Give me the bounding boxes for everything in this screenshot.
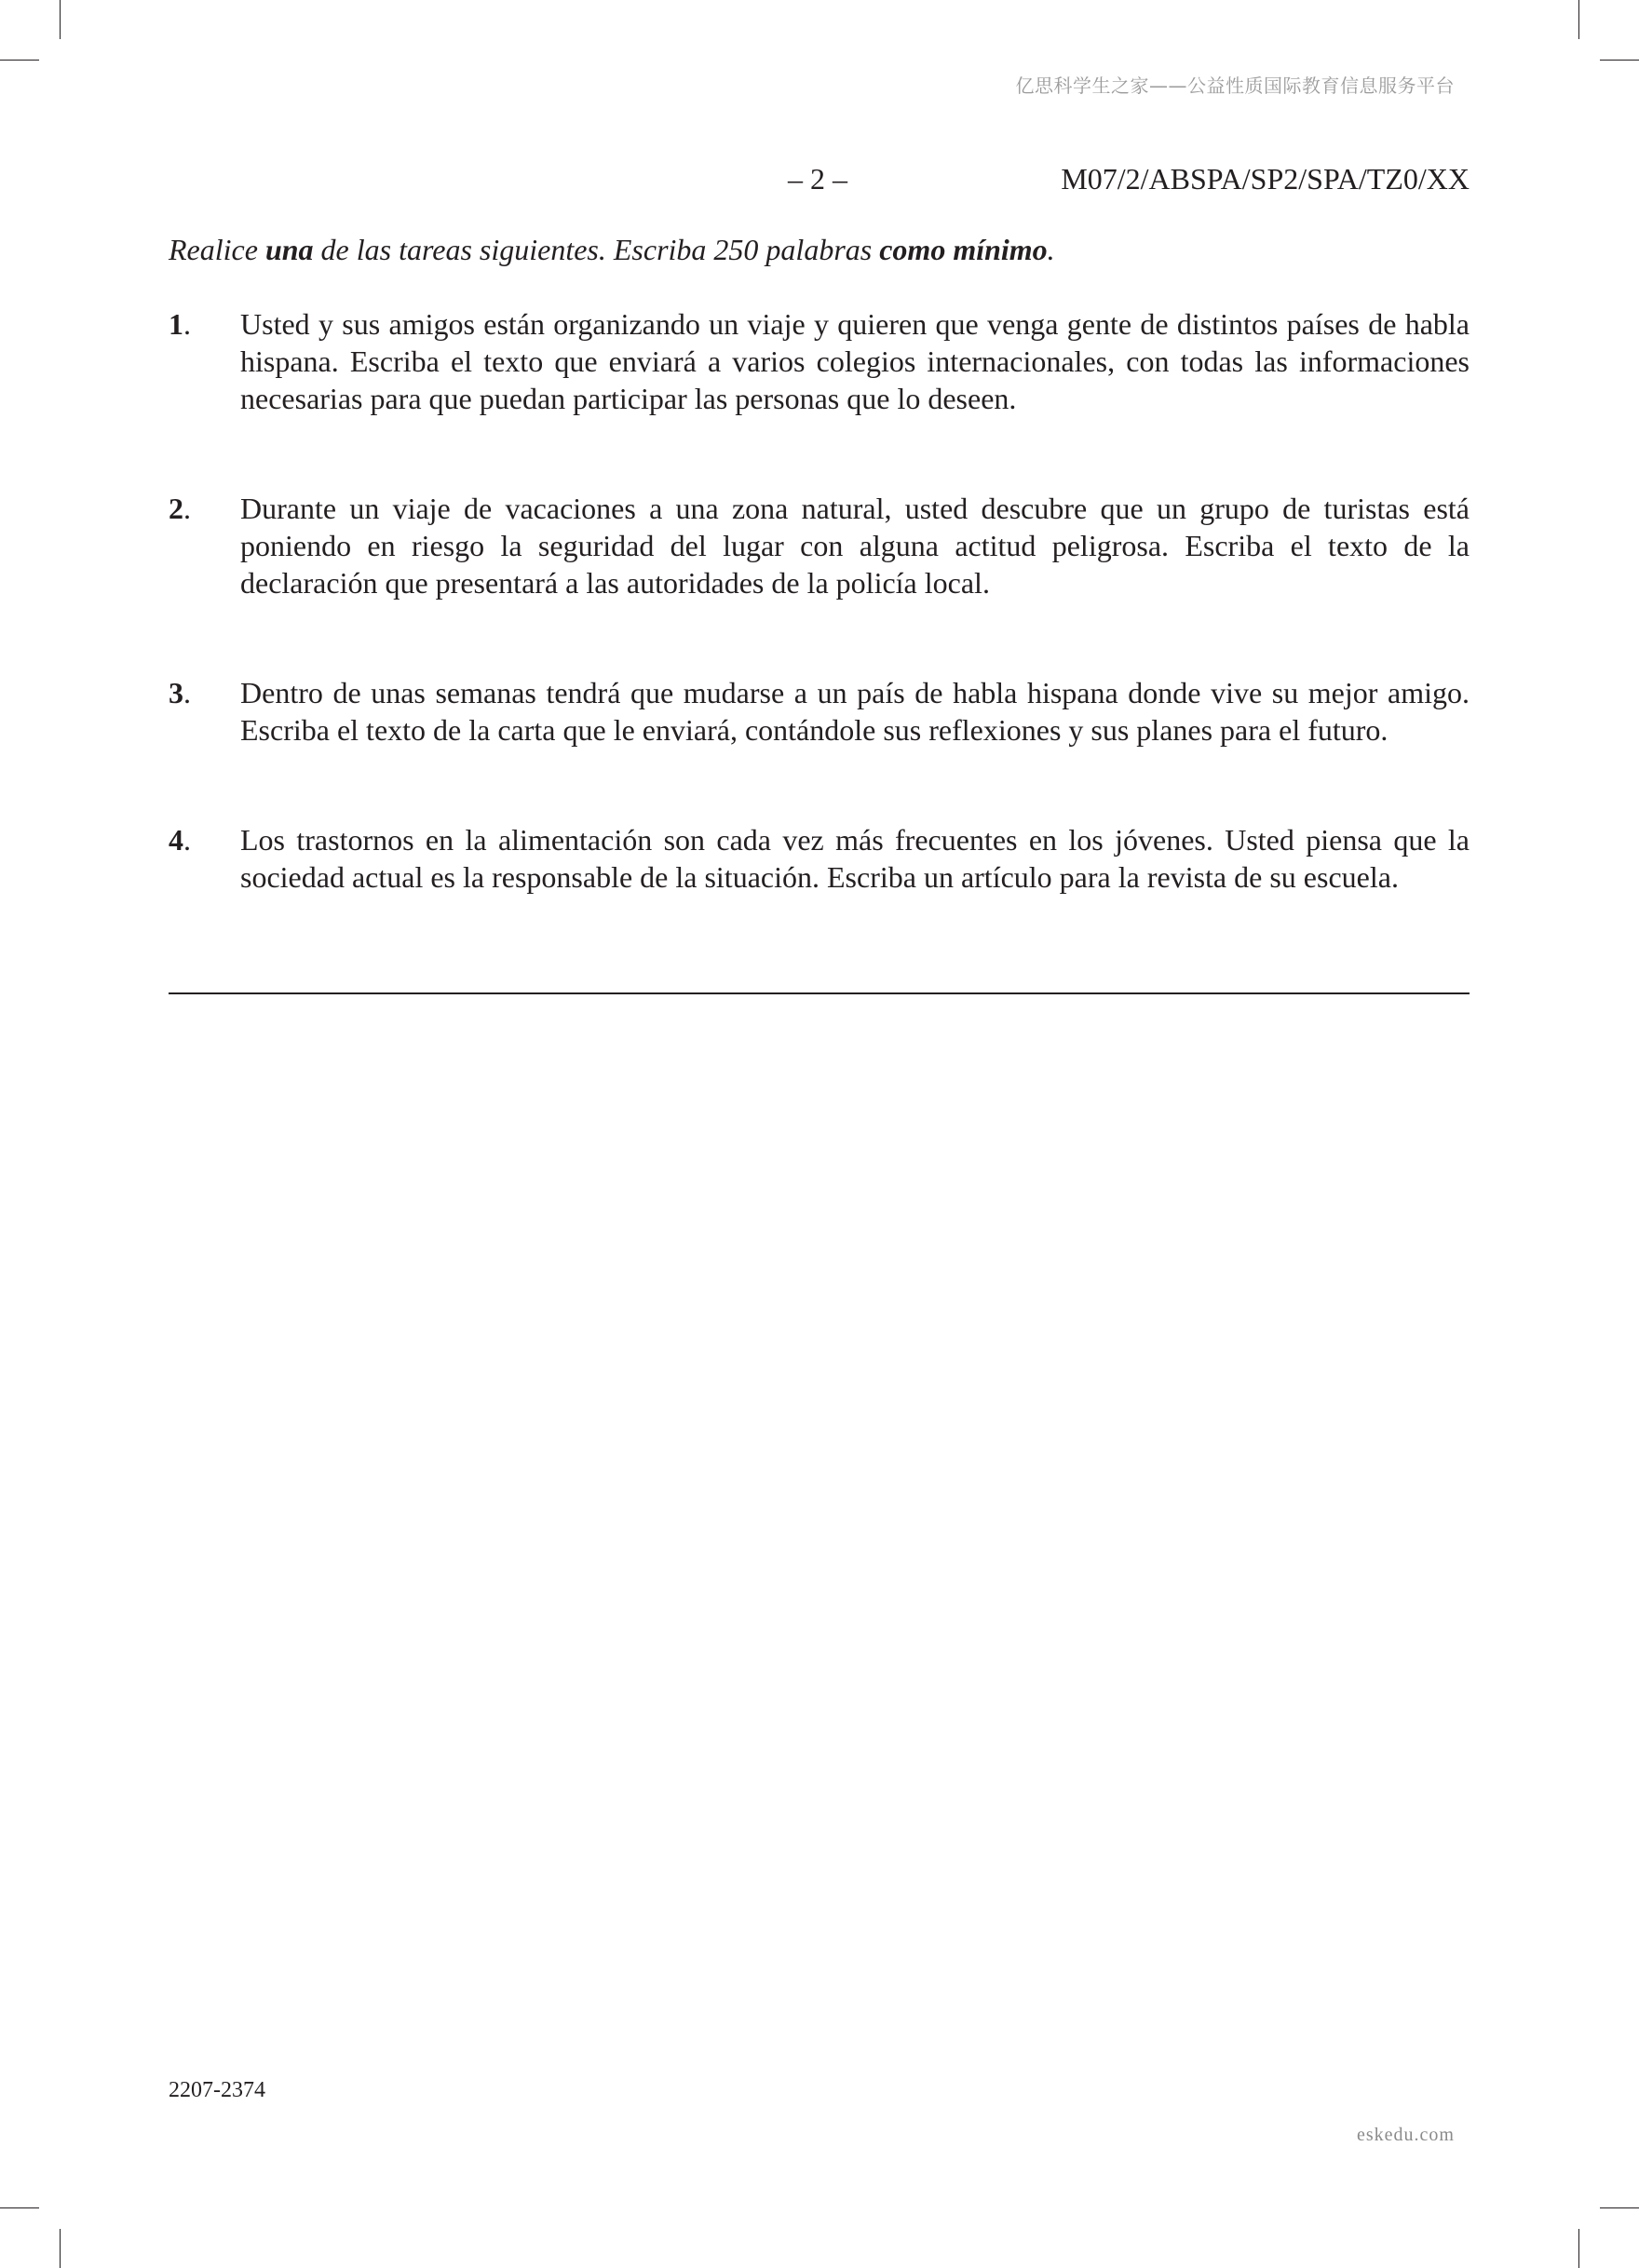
crop-mark-top-right-horizontal bbox=[1600, 60, 1639, 61]
instructions-text-1: Realice bbox=[169, 233, 265, 266]
task-text: Los trastornos en la alimentación son cada vez más frecuentes en los jóvenes. Usted piensa que la sociedad actual es la responsable de la situación. Escriba un artículo para la revista de su escuela. bbox=[240, 823, 1470, 894]
paper-code: M07/2/ABSPA/SP2/SPA/TZ0/XX bbox=[1061, 162, 1470, 196]
task-text: Dentro de unas semanas tendrá que mudarse a un país de habla hispana donde vive su mejor amigo. Escriba el texto de la carta que le enviará, contándole sus reflexiones y sus planes para el futuro. bbox=[240, 676, 1470, 747]
crop-mark-top-left-horizontal bbox=[0, 60, 39, 61]
task-item-3 bbox=[169, 674, 1470, 749]
instructions-text-3: . bbox=[1047, 233, 1055, 266]
footer-code: 2207-2374 bbox=[169, 2078, 265, 2102]
instructions-emphasis-una: una bbox=[264, 233, 314, 266]
crop-mark-bottom-left-horizontal bbox=[0, 2207, 39, 2208]
crop-mark-top-left-vertical bbox=[60, 0, 61, 39]
crop-mark-bottom-right-horizontal bbox=[1600, 2207, 1639, 2208]
footer-watermark: eskedu.com bbox=[1357, 2125, 1455, 2145]
task-item-1 bbox=[169, 305, 1470, 417]
task-number: 3. bbox=[169, 676, 191, 709]
crop-mark-bottom-right-vertical bbox=[1578, 2229, 1579, 2268]
task-text: Usted y sus amigos están organizando un viaje y quieren que venga gente de distintos países de habla hispana. Escriba el texto que enviará a varios colegios internacionales, con todas las informaciones necesarias para que puedan participar las personas que lo deseen. bbox=[240, 307, 1470, 415]
task-number: 2. bbox=[169, 492, 191, 525]
task-item-2 bbox=[169, 490, 1470, 601]
header-watermark: 亿思科学生之家——公益性质国际教育信息服务平台 bbox=[1015, 74, 1455, 97]
crop-mark-top-right-vertical bbox=[1578, 0, 1579, 39]
instructions-emphasis-minimo: como mínimo bbox=[879, 233, 1048, 266]
end-of-tasks-rule bbox=[169, 992, 1470, 994]
task-number: 1. bbox=[169, 307, 191, 341]
instructions-text-2: de las tareas siguientes. Escriba 250 palabras bbox=[313, 233, 880, 266]
task-item-4 bbox=[169, 821, 1470, 896]
page-number: – 2 – bbox=[788, 162, 847, 196]
task-text: Durante un viaje de vacaciones a una zona natural, usted descubre que un grupo de turistas está poniendo en riesgo la seguridad del lugar con alguna actitud peligrosa. Escriba el texto de la declaración que presentará a las autoridades de la policía local. bbox=[240, 492, 1470, 600]
crop-mark-bottom-left-vertical bbox=[60, 2229, 61, 2268]
instructions bbox=[169, 233, 1055, 267]
task-number: 4. bbox=[169, 823, 191, 857]
